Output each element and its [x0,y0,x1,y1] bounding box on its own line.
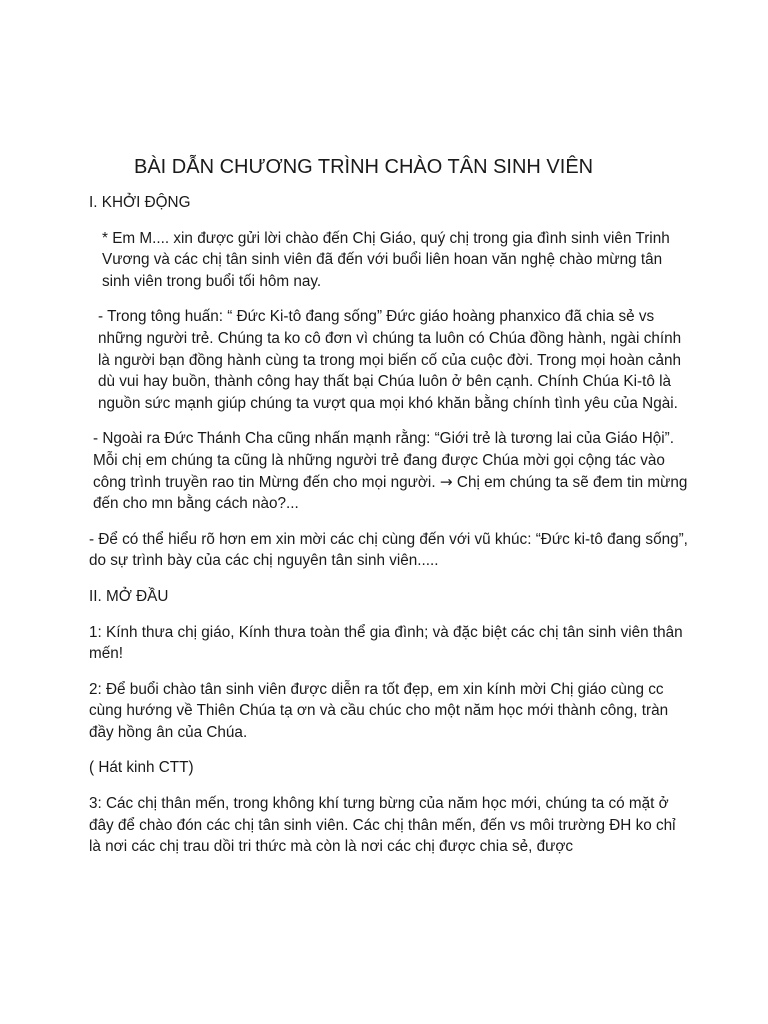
paragraph-chao-don: 3: Các chị thân mến, trong không khí tưng bừng của năm học mới, chúng ta có mặt ở đây để chào đón các chị tân sinh viên. Các chị thân mến, đến vs môi trường ĐH ko chỉ là nơi các chị trau dồi tri thức mà còn là nơi các chị được chia sẻ, được [89,795,676,856]
document-body [89,192,689,872]
paragraph-kinh-thua: 1: Kính thưa chị giáo, Kính thưa toàn thể gia đình; và đặc biệt các chị tân sinh viên thân mến! [89,623,683,663]
section-heading-khoi-dong: I. KHỞI ĐỘNG [89,194,191,211]
paragraph-greeting: * Em M.... xin được gửi lời chào đến Chị Giáo, quý chị trong gia đình sinh viên Trinh Vương và các chị tân sinh viên đã đến với buổi liên hoan văn nghệ chào mừng tân sinh viên trong buổi tối hôm nay. [102,229,670,290]
right-arrow-icon: → [439,472,453,491]
paragraph-hat-kinh: ( Hát kinh CTT) [89,759,194,777]
section-heading-mo-dau: II. MỞ ĐẦU [89,587,169,605]
paragraph-duc-thanh-cha-question: Chị em chúng ta sẽ đem tin mừng đến cho mn bằng cách nào?... [93,473,688,513]
paragraph-duc-thanh-cha [89,428,689,514]
document-title: BÀI DẪN CHƯƠNG TRÌNH CHÀO TÂN SINH VIÊN [134,156,594,178]
paragraph-vu-khuc: - Để có thể hiểu rõ hơn em xin mời các chị cùng đến với vũ khúc: “Đức ki-tô đang sống”, do sự trình bày của các chị nguyên tân sinh viên..... [89,530,688,570]
paragraph-duc-thanh-cha-text: - Ngoài ra Đức Thánh Cha cũng nhấn mạnh rằng: “Giới trẻ là tương lai của Giáo Hội”. Mỗi chị em chúng ta cũng là những người trẻ đang được Chúa mời gọi cộng tác vào công trình truyền rao tin Mừng đến cho mọi người. [93,430,675,491]
paragraph-tong-huan: - Trong tông huấn: “ Đức Ki-tô đang sống” Đức giáo hoàng phanxico đã chia sẻ vs những người trẻ. Chúng ta ko cô đơn vì chúng ta luôn có Chúa đồng hành, ngài chính là người bạn đồng hành cùng ta trong mọi biến cố của cuộc đời. Trong mọi hoàn cảnh dù vui hay buồn, thành công hay thất bại Chúa luôn ở bên cạnh. Chính Chúa Ki-tô là nguồn sức mạnh giúp chúng ta vượt qua mọi khó khăn bằng chính tình yêu của Ngài. [98,308,682,412]
paragraph-cau-chuc: 2: Để buổi chào tân sinh viên được diễn ra tốt đẹp, em xin kính mời Chị giáo cùng cc cùng hướng về Thiên Chúa tạ ơn và cầu chúc cho một năm học mới thành công, tràn đầy hồng ân của Chúa. [89,680,669,741]
